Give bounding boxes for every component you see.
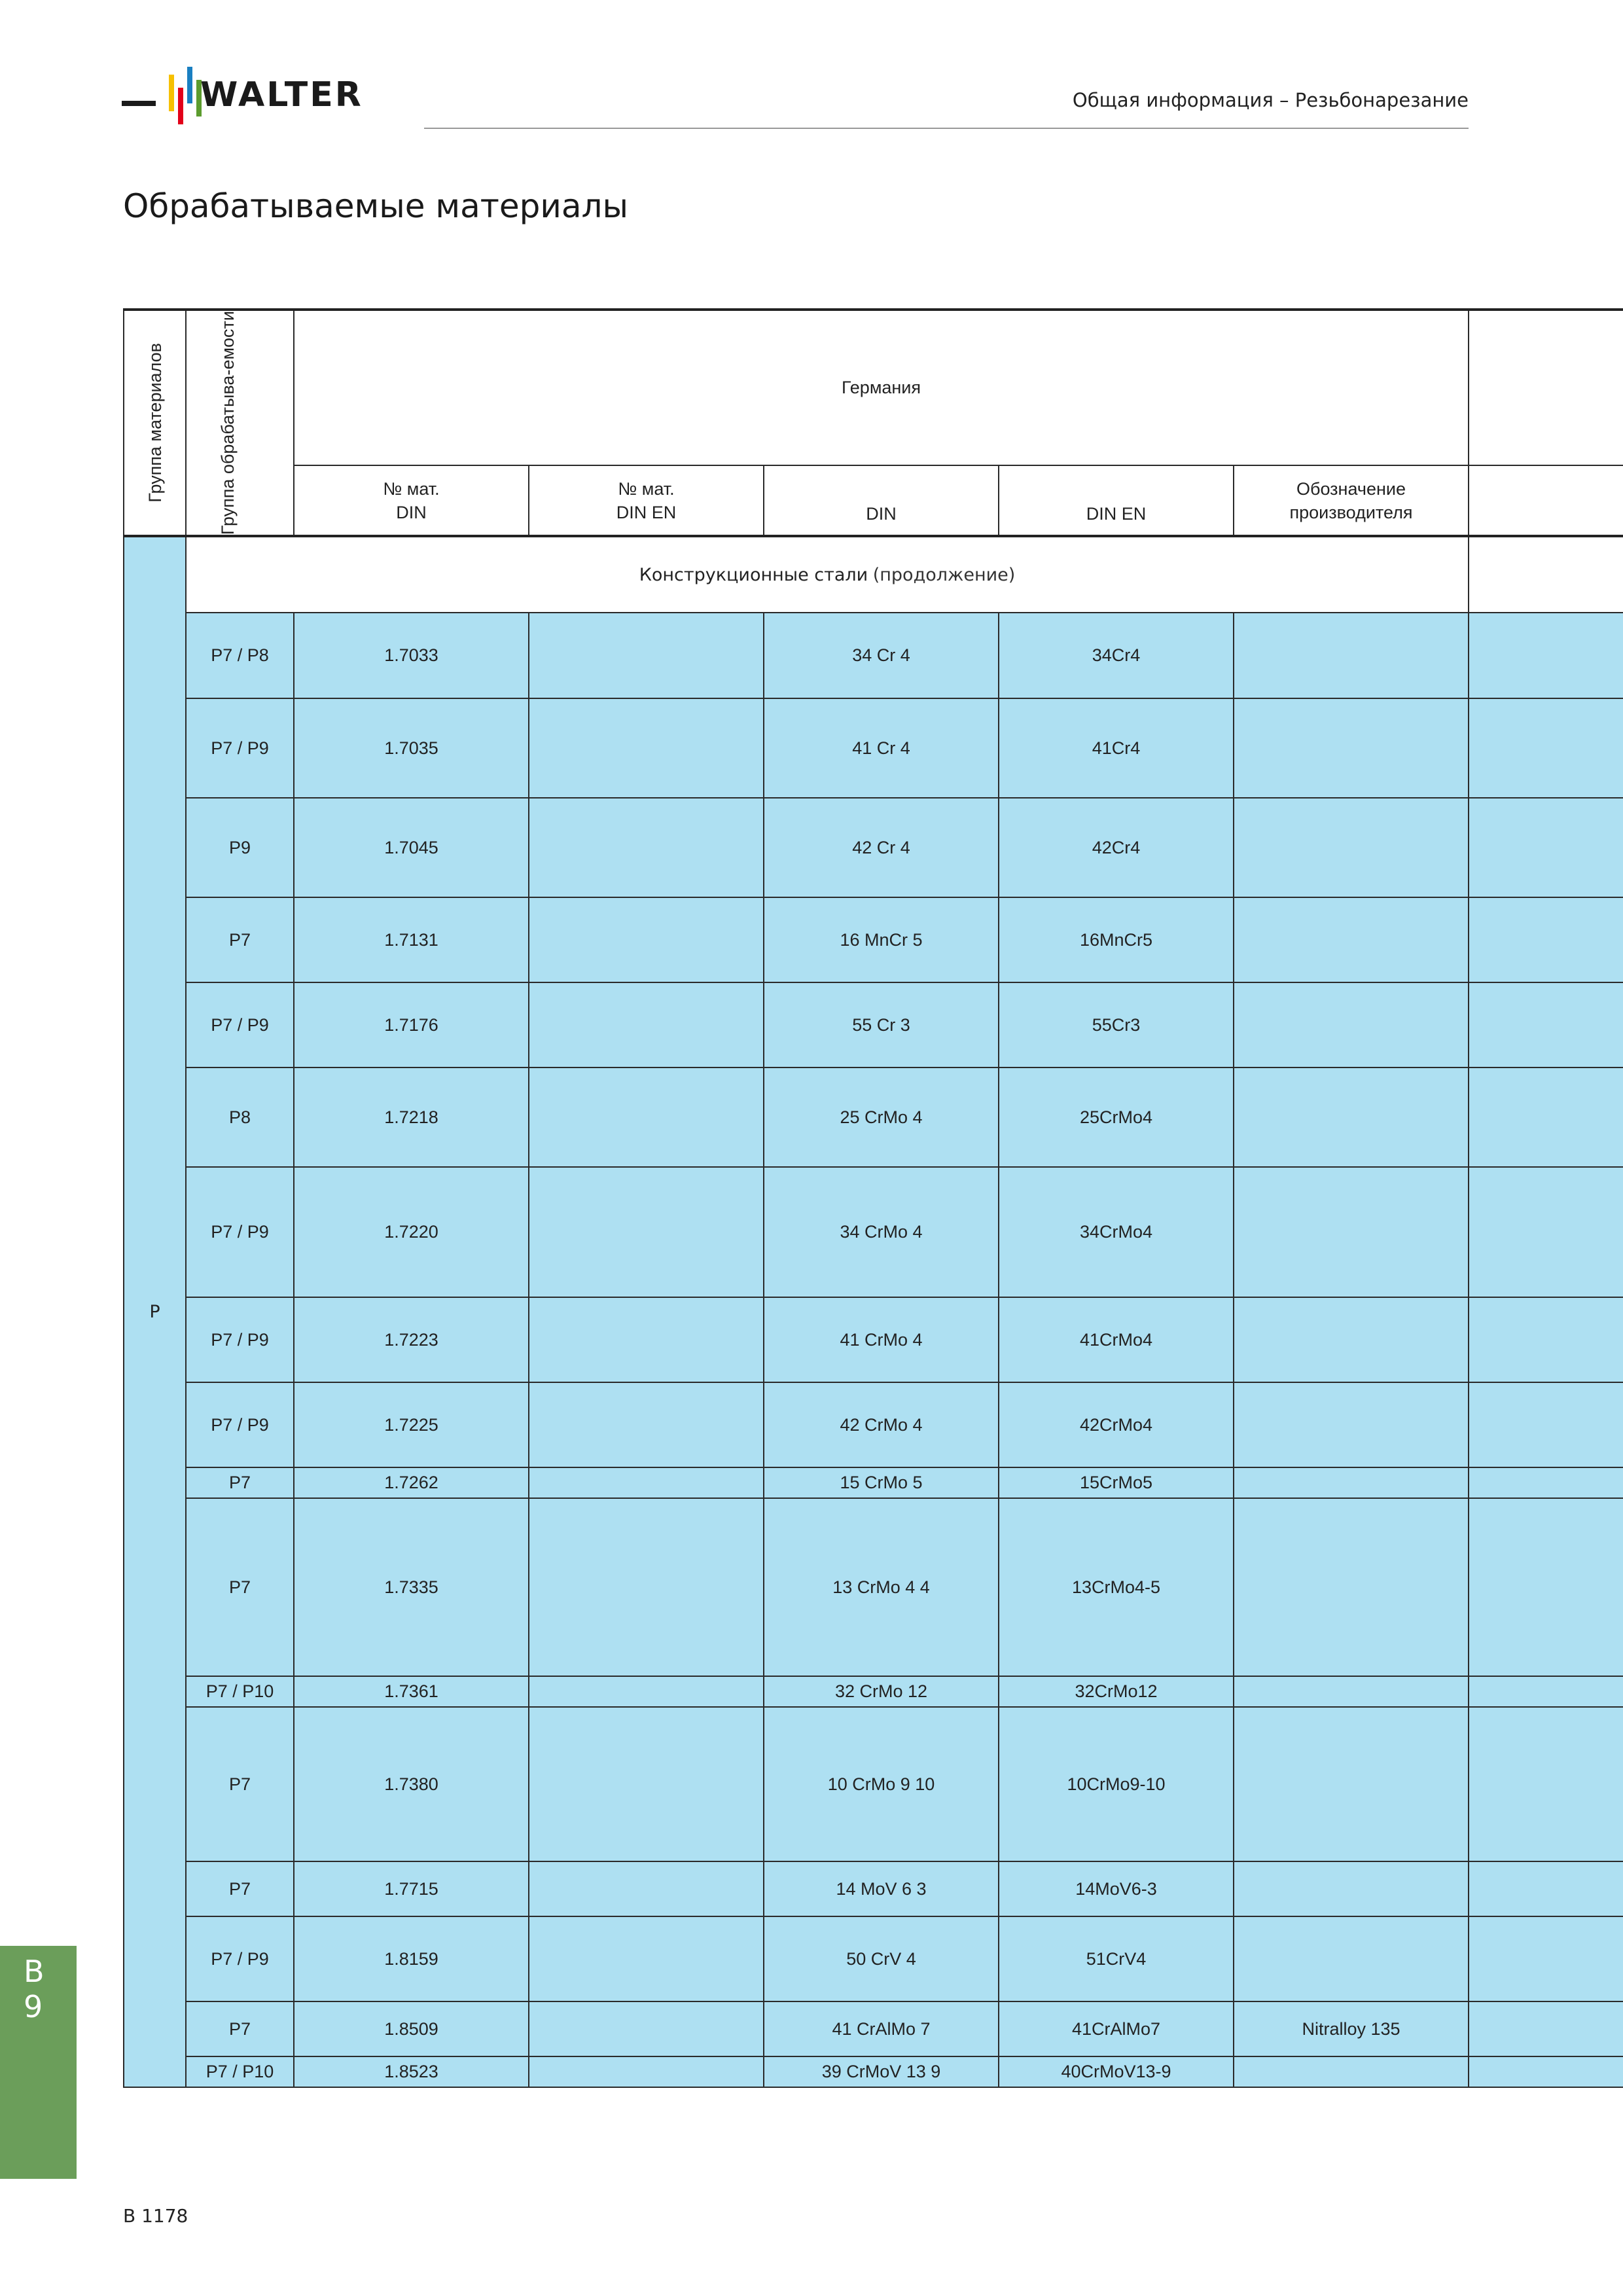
cell-manufacturer: Nitralloy 135	[1234, 2001, 1469, 2056]
cell-manufacturer	[1234, 1067, 1469, 1167]
section-title	[186, 536, 1469, 613]
cell-din-en: 34Cr4	[999, 613, 1234, 698]
cell-manufacturer	[1234, 1861, 1469, 1916]
cell-group: P7 / P10	[186, 2056, 294, 2087]
cell-next-country	[1469, 1067, 1623, 1167]
logo-bar-yellow	[169, 75, 174, 111]
cell-mat-din: 1.7218	[294, 1067, 529, 1167]
header-mat-no-din-en: № мат. DIN EN	[529, 465, 764, 536]
cell-group: P7 / P9	[186, 1382, 294, 1467]
table-row	[124, 798, 1623, 897]
cell-manufacturer	[1234, 1676, 1469, 1707]
cell-next-country	[1469, 1382, 1623, 1467]
section-title-right	[1469, 536, 1623, 613]
cell-group: P7 / P9	[186, 1916, 294, 2001]
cell-next-country	[1469, 982, 1623, 1067]
cell-din: 15 CrMo 5	[764, 1467, 999, 1498]
cell-group: P7	[186, 1861, 294, 1916]
cell-din: 42 CrMo 4	[764, 1382, 999, 1467]
cell-manufacturer	[1234, 897, 1469, 982]
header-machinability-group: Группа обрабатыва-емости	[186, 310, 294, 536]
cell-next-country	[1469, 613, 1623, 698]
cell-din: 50 CrV 4	[764, 1916, 999, 2001]
cell-din-en: 15CrMo5	[999, 1467, 1234, 1498]
table-row	[124, 1167, 1623, 1297]
cell-next-country	[1469, 897, 1623, 982]
cell-din-en: 25CrMo4	[999, 1067, 1234, 1167]
cell-mat-din-en	[529, 1676, 764, 1707]
cell-mat-din-en	[529, 1067, 764, 1167]
table-row	[124, 698, 1623, 798]
cell-din: 32 CrMo 12	[764, 1676, 999, 1707]
table-row	[124, 1382, 1623, 1467]
cell-mat-din: 1.7033	[294, 613, 529, 698]
cell-mat-din: 1.7131	[294, 897, 529, 982]
cell-din-en: 16MnCr5	[999, 897, 1234, 982]
cell-din-en: 14MoV6-3	[999, 1861, 1234, 1916]
cell-mat-din-en	[529, 2056, 764, 2087]
header-next-sub	[1469, 465, 1623, 536]
header-mat-no-din: № мат. DIN	[294, 465, 529, 536]
cell-mat-din-en	[529, 1467, 764, 1498]
table-row	[124, 1916, 1623, 2001]
cell-din: 14 MoV 6 3	[764, 1861, 999, 1916]
cell-group: P7	[186, 2001, 294, 2056]
cell-group: P7	[186, 1467, 294, 1498]
page-number: B 1178	[123, 2205, 188, 2227]
table-row	[124, 897, 1623, 982]
cell-mat-din-en	[529, 1916, 764, 2001]
cell-mat-din: 1.7176	[294, 982, 529, 1067]
header-section: Общая информация – Резьбонарезание	[1072, 89, 1469, 111]
header-manufacturer: Обозначение производителя	[1234, 465, 1469, 536]
table-row	[124, 613, 1623, 698]
cell-mat-din: 1.8159	[294, 1916, 529, 2001]
header-next-country	[1469, 310, 1623, 465]
side-tab	[0, 1946, 77, 2179]
cell-mat-din: 1.8523	[294, 2056, 529, 2087]
logo-dash	[122, 101, 156, 106]
cell-mat-din-en	[529, 1861, 764, 1916]
cell-next-country	[1469, 2001, 1623, 2056]
cell-din: 34 CrMo 4	[764, 1167, 999, 1297]
cell-mat-din: 1.7361	[294, 1676, 529, 1707]
cell-manufacturer	[1234, 798, 1469, 897]
materials-table	[123, 308, 1623, 2088]
cell-manufacturer	[1234, 698, 1469, 798]
header-din: DIN	[764, 465, 999, 536]
cell-din-en: 34CrMo4	[999, 1167, 1234, 1297]
cell-din: 41 Cr 4	[764, 698, 999, 798]
material-group-cell: P	[124, 536, 186, 2087]
cell-mat-din-en	[529, 1707, 764, 1861]
section-title-note: (продолжение)	[872, 564, 1016, 585]
cell-next-country	[1469, 1297, 1623, 1382]
cell-din: 34 Cr 4	[764, 613, 999, 698]
cell-group: P7	[186, 897, 294, 982]
cell-mat-din: 1.7715	[294, 1861, 529, 1916]
header-country: Германия	[294, 310, 1469, 465]
table-row	[124, 982, 1623, 1067]
cell-din-en: 10CrMo9-10	[999, 1707, 1234, 1861]
cell-next-country	[1469, 698, 1623, 798]
cell-mat-din-en	[529, 613, 764, 698]
cell-manufacturer	[1234, 613, 1469, 698]
cell-mat-din: 1.8509	[294, 2001, 529, 2056]
table-row	[124, 1297, 1623, 1382]
cell-din: 39 CrMoV 13 9	[764, 2056, 999, 2087]
cell-mat-din-en	[529, 1297, 764, 1382]
table-row	[124, 1707, 1623, 1861]
cell-din: 42 Cr 4	[764, 798, 999, 897]
cell-group: P7	[186, 1707, 294, 1861]
cell-mat-din-en	[529, 982, 764, 1067]
cell-mat-din-en	[529, 897, 764, 982]
cell-manufacturer	[1234, 1297, 1469, 1382]
cell-din: 25 CrMo 4	[764, 1067, 999, 1167]
cell-group: P8	[186, 1067, 294, 1167]
table-row	[124, 1676, 1623, 1707]
cell-mat-din: 1.7220	[294, 1167, 529, 1297]
cell-din-en: 42CrMo4	[999, 1382, 1234, 1467]
cell-din-en: 40CrMoV13-9	[999, 2056, 1234, 2087]
cell-din: 41 CrAlMo 7	[764, 2001, 999, 2056]
side-tab-label: B 9	[24, 1954, 48, 2024]
cell-next-country	[1469, 1498, 1623, 1676]
cell-manufacturer	[1234, 2056, 1469, 2087]
page-title: Обрабатываемые материалы	[123, 187, 628, 225]
cell-din-en: 41CrAlMo7	[999, 2001, 1234, 2056]
header-rule	[424, 128, 1469, 129]
cell-group: P7 / P9	[186, 1297, 294, 1382]
cell-manufacturer	[1234, 982, 1469, 1067]
cell-group: P7	[186, 1498, 294, 1676]
table-row	[124, 1067, 1623, 1167]
cell-next-country	[1469, 1167, 1623, 1297]
cell-group: P7 / P9	[186, 1167, 294, 1297]
cell-next-country	[1469, 1676, 1623, 1707]
cell-mat-din: 1.7380	[294, 1707, 529, 1861]
cell-mat-din-en	[529, 1167, 764, 1297]
cell-group: P7 / P8	[186, 613, 294, 698]
walter-logo	[122, 60, 397, 131]
table-row	[124, 1861, 1623, 1916]
cell-mat-din: 1.7223	[294, 1297, 529, 1382]
header-material-group: Группа материалов	[124, 310, 186, 536]
cell-group: P7 / P10	[186, 1676, 294, 1707]
cell-mat-din: 1.7045	[294, 798, 529, 897]
cell-mat-din-en	[529, 1498, 764, 1676]
cell-manufacturer	[1234, 1916, 1469, 2001]
table-row	[124, 1498, 1623, 1676]
cell-din-en: 51CrV4	[999, 1916, 1234, 2001]
cell-group: P7 / P9	[186, 698, 294, 798]
cell-din: 55 Cr 3	[764, 982, 999, 1067]
cell-mat-din-en	[529, 698, 764, 798]
cell-din: 13 CrMo 4 4	[764, 1498, 999, 1676]
cell-din: 10 CrMo 9 10	[764, 1707, 999, 1861]
logo-bar-blue	[187, 67, 192, 103]
table-row	[124, 1467, 1623, 1498]
cell-manufacturer	[1234, 1167, 1469, 1297]
section-title-main: Конструкционные стали	[639, 564, 868, 585]
cell-mat-din-en	[529, 1382, 764, 1467]
cell-mat-din-en	[529, 798, 764, 897]
cell-manufacturer	[1234, 1498, 1469, 1676]
cell-din-en: 42Cr4	[999, 798, 1234, 897]
logo-bar-red	[178, 88, 183, 124]
table-row	[124, 2056, 1623, 2087]
cell-next-country	[1469, 1916, 1623, 2001]
cell-din-en: 32CrMo12	[999, 1676, 1234, 1707]
cell-mat-din: 1.7335	[294, 1498, 529, 1676]
cell-din-en: 13CrMo4-5	[999, 1498, 1234, 1676]
cell-din: 41 CrMo 4	[764, 1297, 999, 1382]
cell-mat-din: 1.7035	[294, 698, 529, 798]
cell-din-en: 55Cr3	[999, 982, 1234, 1067]
cell-group: P7 / P9	[186, 982, 294, 1067]
cell-next-country	[1469, 1861, 1623, 1916]
cell-next-country	[1469, 2056, 1623, 2087]
cell-manufacturer	[1234, 1382, 1469, 1467]
cell-din-en: 41CrMo4	[999, 1297, 1234, 1382]
cell-manufacturer	[1234, 1467, 1469, 1498]
cell-din-en: 41Cr4	[999, 698, 1234, 798]
logo-wordmark: WALTER	[200, 75, 363, 115]
cell-next-country	[1469, 1467, 1623, 1498]
cell-din: 16 MnCr 5	[764, 897, 999, 982]
cell-next-country	[1469, 798, 1623, 897]
header-din-en: DIN EN	[999, 465, 1234, 536]
cell-mat-din: 1.7225	[294, 1382, 529, 1467]
cell-manufacturer	[1234, 1707, 1469, 1861]
cell-next-country	[1469, 1707, 1623, 1861]
cell-mat-din: 1.7262	[294, 1467, 529, 1498]
table-row	[124, 2001, 1623, 2056]
cell-group: P9	[186, 798, 294, 897]
cell-mat-din-en	[529, 2001, 764, 2056]
